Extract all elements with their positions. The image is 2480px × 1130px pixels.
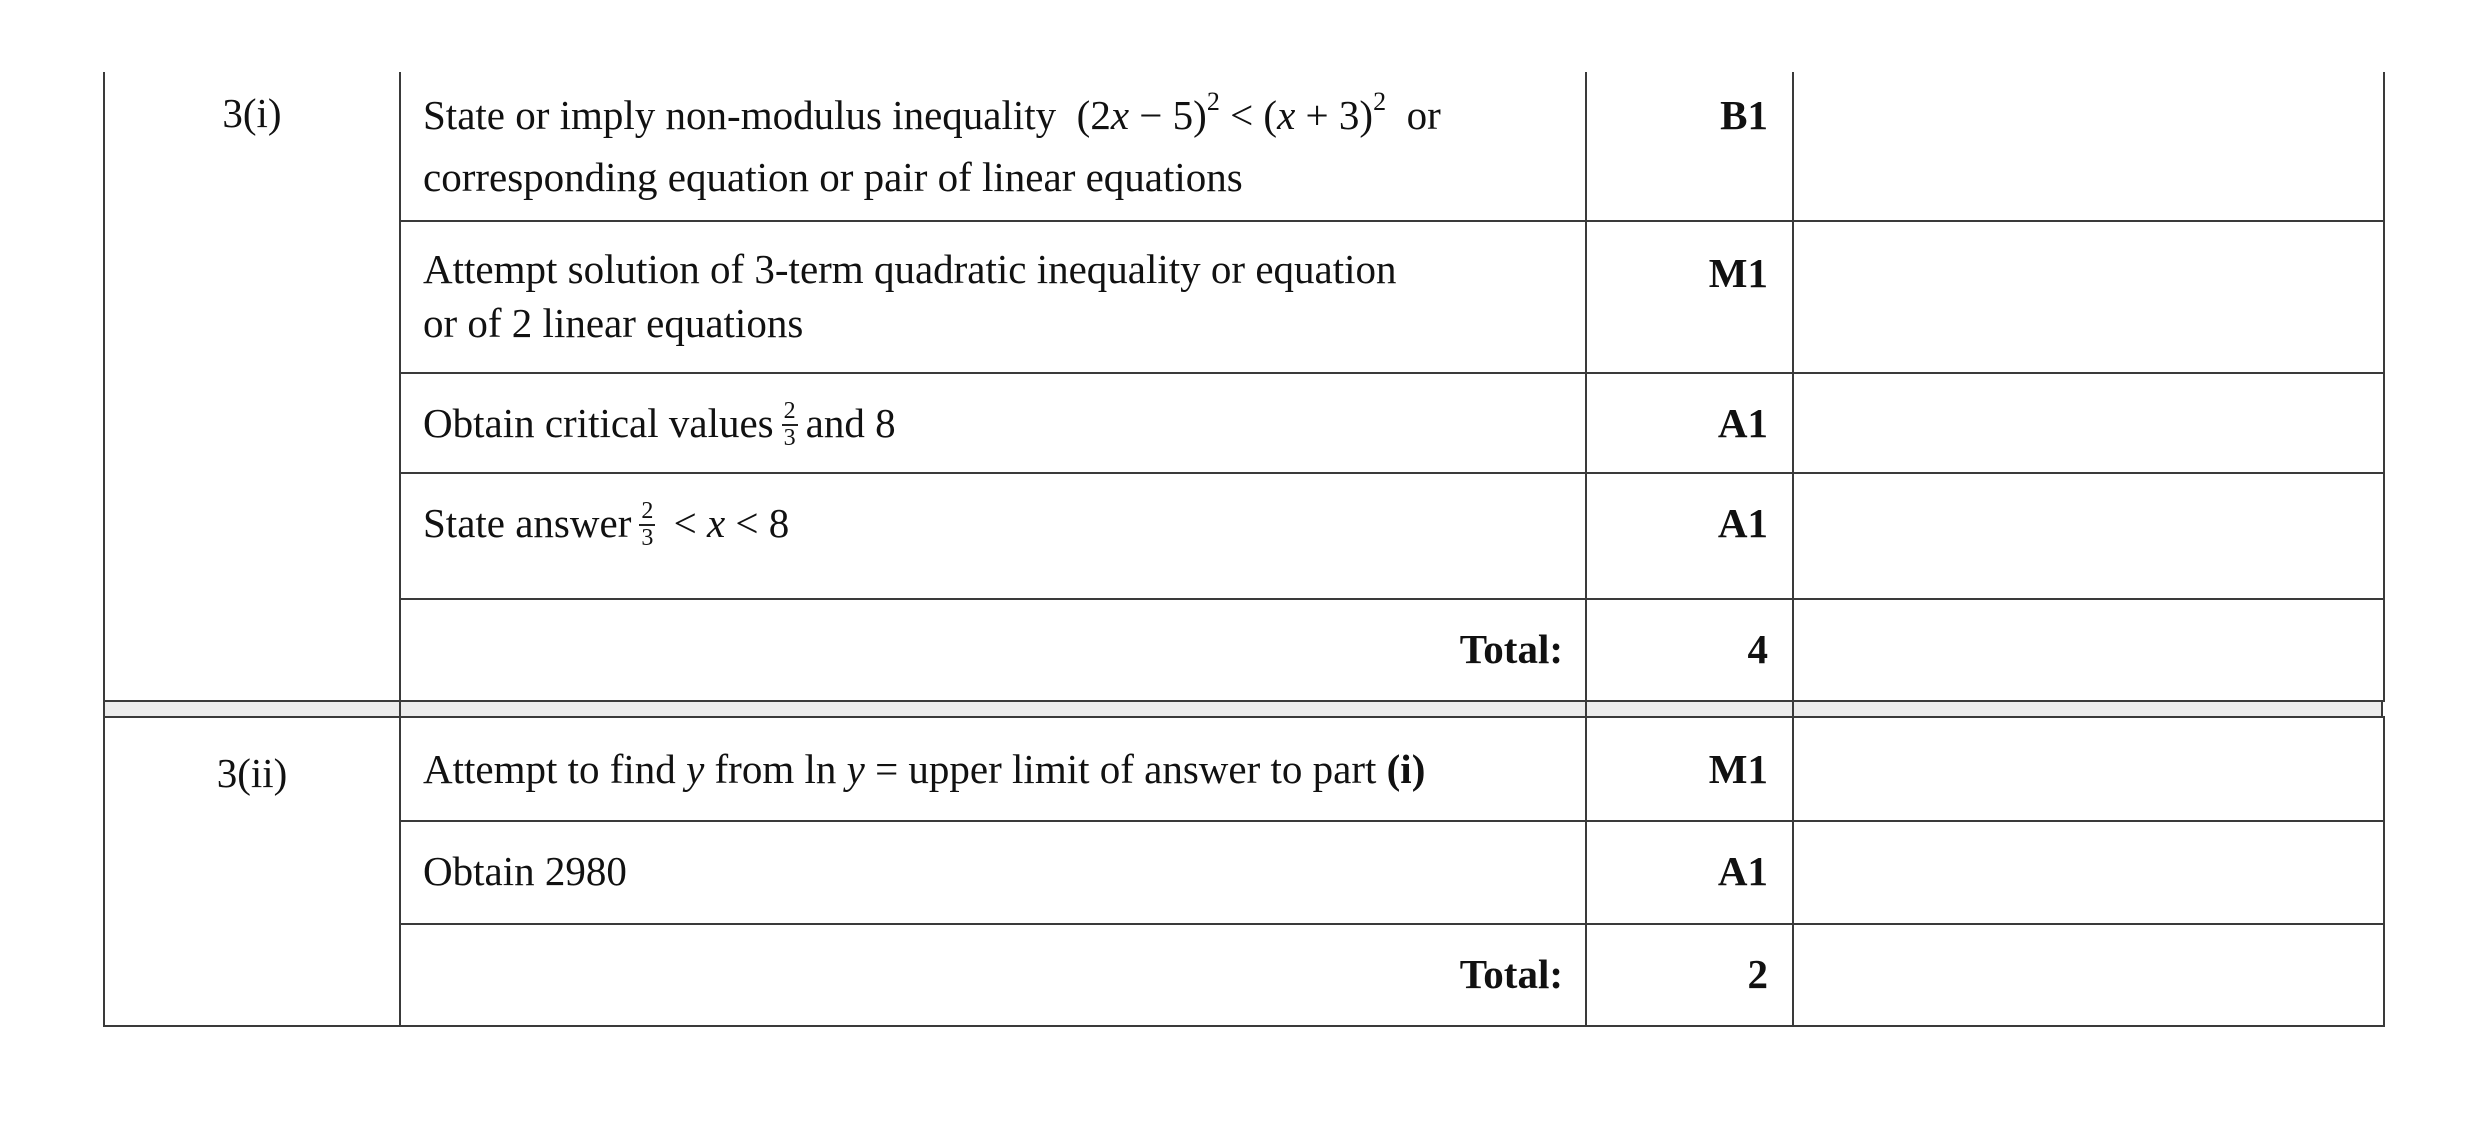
guidance-cell — [1793, 599, 2384, 701]
question-number: 3(ii) — [104, 717, 400, 1026]
mark-scheme — [103, 72, 2383, 1027]
table-row — [104, 221, 2384, 373]
mark-code: M1 — [1586, 717, 1793, 821]
question-number: 3(i) — [104, 72, 400, 701]
text-line: corresponding equation or pair of linear equations — [423, 154, 1243, 200]
mark-point-text: Obtain critical values $\frac{2}{3}$ and 8 — [400, 373, 1586, 473]
mark-code: M1 — [1586, 221, 1793, 373]
total-label: Total: — [400, 599, 1586, 701]
guidance-cell — [1793, 373, 2384, 473]
total-value: 4 — [1586, 599, 1793, 701]
table-row — [104, 72, 2384, 221]
fraction: $\frac{2}{3}$ — [783, 397, 796, 451]
table-row — [104, 821, 2384, 924]
table-row — [104, 373, 2384, 473]
guidance-cell — [1793, 821, 2384, 924]
table-row — [104, 599, 2384, 701]
mark-code: A1 — [1586, 821, 1793, 924]
fraction: $\frac{2}{3}$ — [641, 497, 654, 551]
mark-point-text: State answer $\frac{2}{3}$ < x < 8 — [400, 473, 1586, 599]
text-line: State or imply non-modulus inequality — [423, 92, 1057, 138]
question-3ii-table — [103, 716, 2385, 1027]
mark-code: A1 — [1586, 373, 1793, 473]
table-row — [104, 717, 2384, 821]
guidance-cell — [1793, 924, 2384, 1026]
mark-point-text: State or imply non-modulus inequality $(2x - 5)^2 < (x + 3)^2$ or corresponding equation or pair of linear equations — [400, 72, 1586, 221]
mark-code: B1 — [1586, 72, 1793, 221]
inequality-expression: $(2x - 5)^2 < (x + 3)^2$ — [1076, 87, 1387, 138]
mark-code: A1 — [1586, 473, 1793, 599]
question-3i-table — [103, 72, 2385, 702]
guidance-cell — [1793, 473, 2384, 599]
mark-point-text: Attempt to find y from ln y = upper limit of answer to part (i) — [400, 717, 1586, 821]
question-separator — [103, 702, 2383, 716]
table-row — [104, 924, 2384, 1026]
guidance-cell — [1793, 72, 2384, 221]
total-value: 2 — [1586, 924, 1793, 1026]
guidance-cell — [1793, 717, 2384, 821]
mark-point-text: Obtain 2980 — [400, 821, 1586, 924]
guidance-cell — [1793, 221, 2384, 373]
mark-point-text: Attempt solution of 3-term quadratic inequality or equation or of 2 linear equations — [400, 221, 1586, 373]
table-row — [104, 473, 2384, 599]
total-label: Total: — [400, 924, 1586, 1026]
